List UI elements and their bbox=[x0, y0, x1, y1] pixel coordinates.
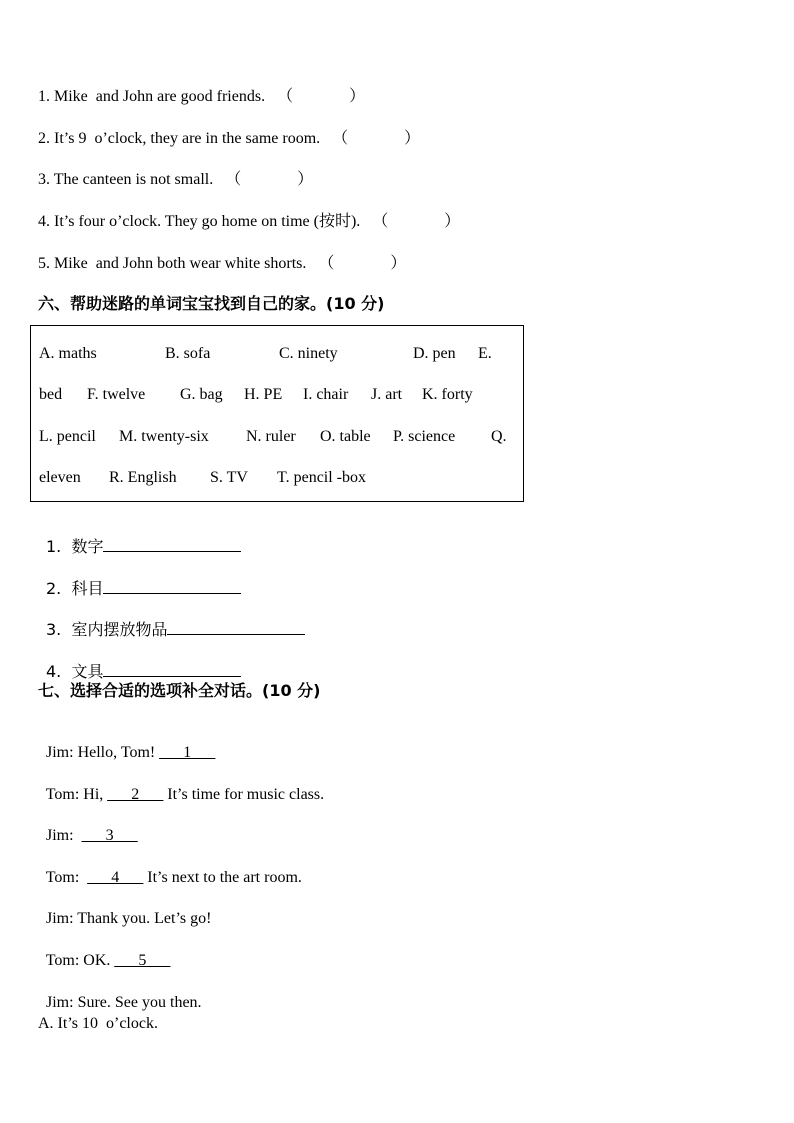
dialogue-line-2 bbox=[38, 765, 324, 805]
category-label: 2. 科目 bbox=[46, 579, 104, 598]
word-bank-item: A. maths bbox=[39, 345, 97, 362]
dialogue-blank[interactable]: ___1___ bbox=[159, 744, 216, 761]
dialogue-line-1 bbox=[38, 723, 215, 763]
section6-heading: 六、帮助迷路的单词宝宝找到自己的家。(10 分) bbox=[38, 294, 385, 313]
category-subject bbox=[38, 557, 241, 600]
answer-blank[interactable] bbox=[167, 618, 305, 635]
dialogue-blank[interactable]: ___3___ bbox=[81, 827, 138, 844]
dialogue-text: Sure. See you then. bbox=[77, 994, 202, 1011]
word-bank-item: E. bbox=[478, 345, 492, 362]
category-label: 4. 文具 bbox=[46, 662, 104, 681]
judge-item-2: 2. It’s 9 o’clock, they are in the same room. （ ） bbox=[38, 130, 421, 147]
word-bank-item: D. pen bbox=[413, 345, 456, 362]
dialogue-blank[interactable]: ___2___ bbox=[107, 786, 164, 803]
speaker: Jim: bbox=[46, 910, 78, 927]
category-number bbox=[38, 515, 241, 558]
word-bank-item: C. ninety bbox=[279, 345, 338, 362]
speaker: Jim: bbox=[46, 744, 78, 761]
dialogue-text: Hi, bbox=[83, 786, 108, 803]
word-bank-item: H. PE bbox=[244, 386, 283, 403]
judge-item-1: 1. Mike and John are good friends. （ ） bbox=[38, 88, 366, 105]
word-bank-item: J. art bbox=[371, 386, 403, 403]
category-indoor-items bbox=[38, 598, 305, 641]
judge-item-5: 5. Mike and John both wear white shorts. （ ） bbox=[38, 255, 407, 272]
category-label: 3. 室内摆放物品 bbox=[46, 620, 168, 639]
word-bank-item: G. bag bbox=[180, 386, 223, 403]
speaker: Jim: bbox=[46, 994, 78, 1011]
category-stationery bbox=[38, 640, 241, 683]
word-bank-item: B. sofa bbox=[165, 345, 211, 362]
word-bank-item: bed bbox=[39, 386, 63, 403]
category-label: 1. 数字 bbox=[46, 537, 104, 556]
word-bank-item: K. forty bbox=[422, 386, 473, 403]
word-bank-box bbox=[30, 325, 524, 502]
dialogue-line-3 bbox=[38, 806, 138, 846]
dialogue-line-4 bbox=[38, 848, 302, 888]
dialogue-text: It’s time for music class. bbox=[163, 786, 325, 803]
dialogue-blank[interactable]: ___4___ bbox=[87, 869, 144, 886]
judge-item-4: 4. It’s four o’clock. They go home on time (按时). （ ） bbox=[38, 213, 461, 230]
word-bank-item: O. table bbox=[320, 428, 371, 445]
answer-blank[interactable] bbox=[103, 660, 241, 677]
word-bank-item: S. TV bbox=[210, 469, 248, 486]
section7-heading: 七、选择合适的选项补全对话。(10 分) bbox=[38, 681, 321, 700]
answer-blank[interactable] bbox=[103, 535, 241, 552]
dialogue-blank[interactable]: ___5___ bbox=[114, 952, 171, 969]
speaker: Tom: bbox=[45, 952, 84, 969]
dialogue-line-6 bbox=[38, 931, 170, 971]
answer-blank[interactable] bbox=[103, 577, 241, 594]
dialogue-text: It’s next to the art room. bbox=[143, 869, 302, 886]
word-bank-item: R. English bbox=[109, 469, 177, 486]
word-bank-item: T. pencil -box bbox=[277, 469, 367, 486]
dialogue-text: Hello, Tom! bbox=[77, 744, 160, 761]
option-a: A. It’s 10 o’clock. bbox=[38, 1015, 158, 1032]
dialogue-line-5 bbox=[38, 889, 211, 929]
judge-item-3: 3. The canteen is not small. （ ） bbox=[38, 171, 314, 188]
word-bank-item: P. science bbox=[393, 428, 456, 445]
dialogue-line-7 bbox=[38, 973, 202, 1013]
word-bank-item: I. chair bbox=[303, 386, 349, 403]
word-bank-item: N. ruler bbox=[246, 428, 296, 445]
speaker: Tom: bbox=[45, 869, 84, 886]
word-bank-item: eleven bbox=[39, 469, 81, 486]
speaker: Tom: bbox=[45, 786, 84, 803]
word-bank-item: L. pencil bbox=[39, 428, 96, 445]
dialogue-text: Thank you. Let’s go! bbox=[77, 910, 212, 927]
word-bank-item: M. twenty-six bbox=[119, 428, 209, 445]
speaker: Jim: bbox=[46, 827, 78, 844]
word-bank-item: Q. bbox=[491, 428, 507, 445]
word-bank-item: F. twelve bbox=[87, 386, 146, 403]
dialogue-text: OK. bbox=[83, 952, 115, 969]
